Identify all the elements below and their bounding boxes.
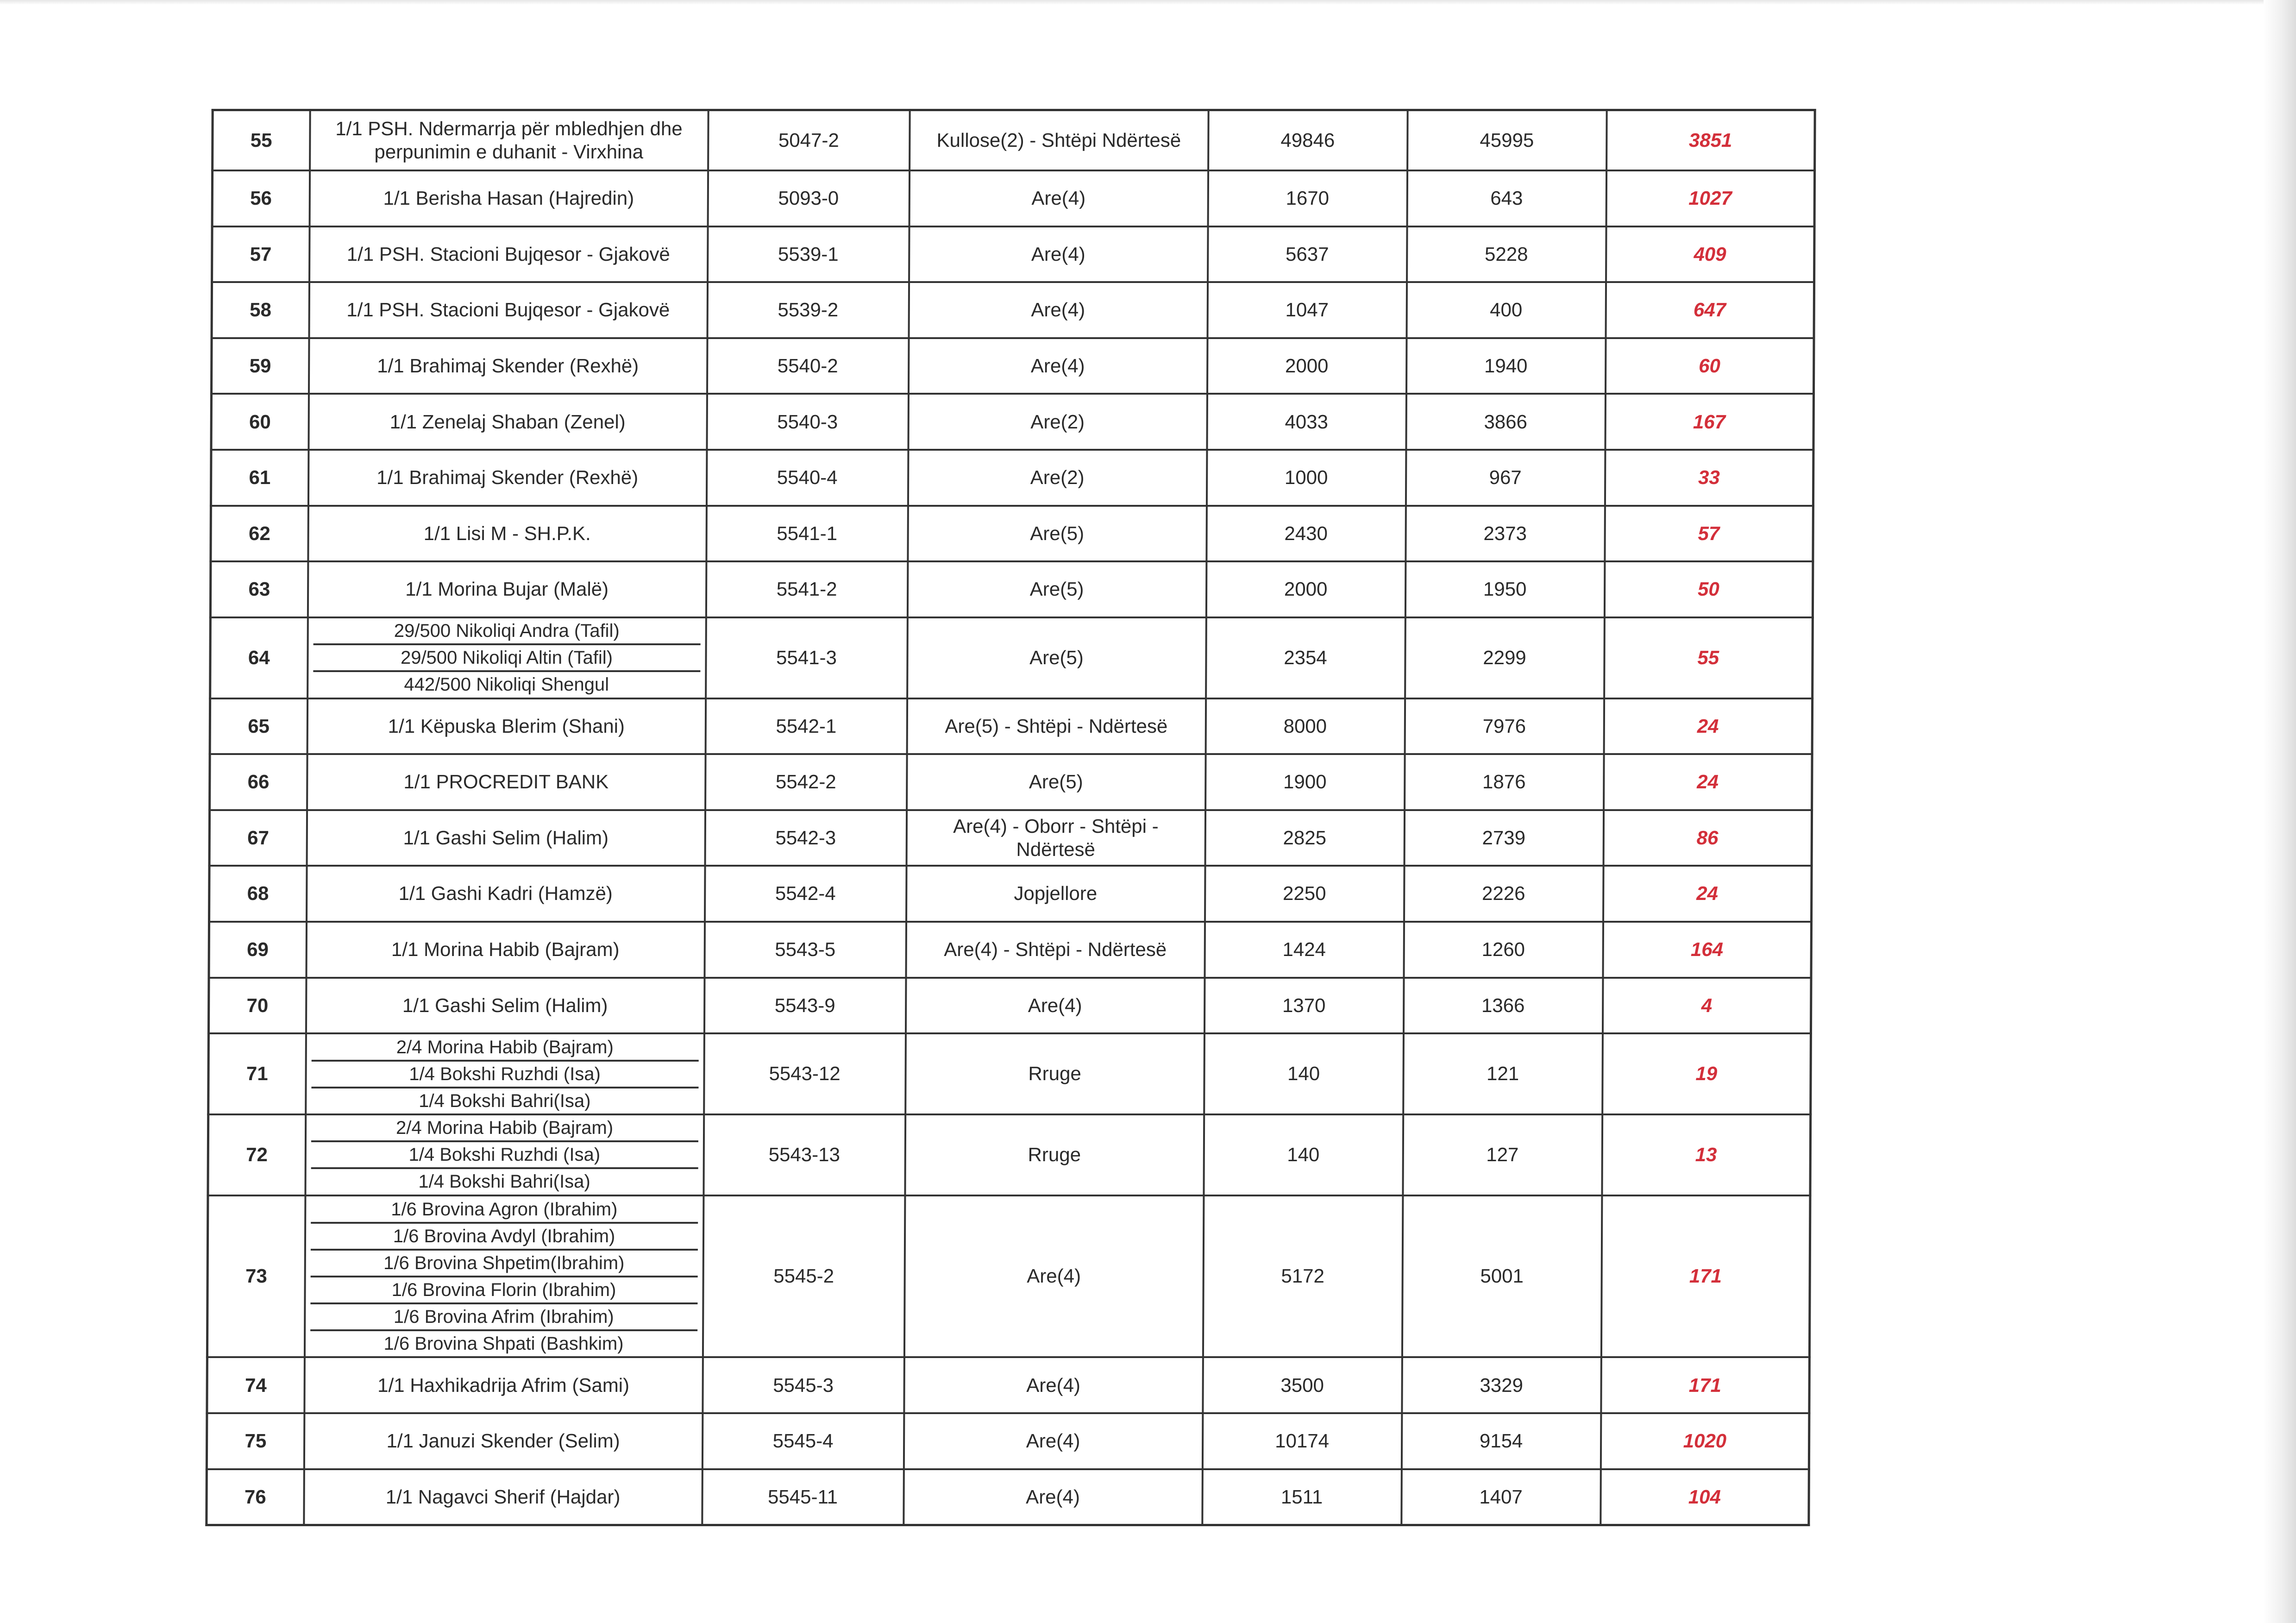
difference-value: 50 xyxy=(1604,561,1813,617)
owner-entry: 1/6 Brovina Florin (Ibrahim) xyxy=(310,1277,697,1304)
area-value-2: 5228 xyxy=(1407,226,1606,283)
difference-value: 33 xyxy=(1605,450,1813,506)
owner-entry: 1/6 Brovina Avdyl (Ibrahim) xyxy=(310,1224,697,1251)
owner-cell: 1/1 Lisi M - SH.P.K. xyxy=(308,506,707,562)
parcel-number: 5541-3 xyxy=(706,617,908,698)
page-edge-shadow xyxy=(2264,0,2296,1623)
parcel-number: 5539-2 xyxy=(707,282,909,338)
area-value: 2250 xyxy=(1205,866,1405,922)
parcel-number: 5093-0 xyxy=(708,170,910,226)
parcel-number: 5543-12 xyxy=(704,1033,906,1114)
table-row xyxy=(212,226,1815,283)
table-row xyxy=(208,978,1811,1034)
difference-value: 1027 xyxy=(1606,170,1815,226)
difference-value: 409 xyxy=(1606,226,1815,283)
table-row xyxy=(210,617,1813,698)
area-value: 1511 xyxy=(1202,1469,1402,1525)
area-value-2: 127 xyxy=(1403,1114,1602,1195)
table-row xyxy=(207,1413,1809,1469)
owner-cell: 1/1 PSH. Stacioni Bujqesor - Gjakovë xyxy=(309,226,708,283)
area-value: 1047 xyxy=(1207,282,1407,338)
area-value: 2430 xyxy=(1206,506,1406,562)
parcel-number: 5542-3 xyxy=(705,810,907,866)
culture-class: Are(4) xyxy=(908,338,1207,394)
parcel-number: 5541-2 xyxy=(706,561,908,617)
difference-value: 647 xyxy=(1606,282,1814,338)
table-row xyxy=(207,1469,1809,1525)
difference-value: 167 xyxy=(1605,394,1814,450)
area-value-2: 2299 xyxy=(1405,617,1605,698)
area-value-2: 1876 xyxy=(1405,754,1604,810)
area-value: 1370 xyxy=(1204,978,1404,1034)
parcel-number: 5540-4 xyxy=(706,450,908,506)
owner-cell: 1/1 PSH. Stacioni Bujqesor - Gjakovë xyxy=(309,282,708,338)
owner-cell: 1/1 Gashi Selim (Halim) xyxy=(306,978,704,1034)
difference-value: 3851 xyxy=(1606,110,1815,171)
parcel-number: 5545-4 xyxy=(702,1413,904,1469)
difference-value: 171 xyxy=(1601,1195,1810,1358)
parcel-number: 5545-3 xyxy=(703,1357,904,1413)
owner-entry: 29/500 Nikoliqi Andra (Tafil) xyxy=(313,618,700,645)
parcel-number: 5047-2 xyxy=(708,110,910,171)
table-row xyxy=(211,394,1814,450)
row-number: 62 xyxy=(211,506,308,562)
owner-cell xyxy=(305,1114,704,1195)
owner-entry: 1/6 Brovina Shpetim(Ibrahim) xyxy=(310,1251,697,1277)
area-value-2: 2226 xyxy=(1404,866,1604,922)
area-value-2: 3329 xyxy=(1402,1357,1601,1413)
owner-cell xyxy=(306,1033,704,1114)
parcel-number: 5542-1 xyxy=(705,698,907,755)
row-number: 67 xyxy=(209,810,307,866)
row-number: 60 xyxy=(211,394,309,450)
difference-value: 164 xyxy=(1603,922,1812,978)
area-value-2: 643 xyxy=(1407,170,1606,226)
area-value-2: 967 xyxy=(1405,450,1605,506)
area-value-2: 45995 xyxy=(1407,110,1607,171)
difference-value: 60 xyxy=(1605,338,1814,394)
area-value-2: 121 xyxy=(1403,1033,1603,1114)
owner-cell: 1/1 PROCREDIT BANK xyxy=(307,754,706,810)
owner-entry: 1/4 Bokshi Ruzhdi (Isa) xyxy=(311,1062,698,1088)
culture-class: Are(4) xyxy=(909,282,1208,338)
culture-class: Are(4) xyxy=(905,978,1204,1034)
owner-cell: 1/1 Nagavci Sherif (Hajdar) xyxy=(304,1469,703,1525)
owner-cell: 1/1 Brahimaj Skender (Rexhë) xyxy=(308,450,707,506)
table-row xyxy=(207,1357,1810,1413)
row-number: 68 xyxy=(209,866,307,922)
parcel-number: 5542-4 xyxy=(705,866,907,922)
owner-cell: 1/1 Këpuska Blerim (Shani) xyxy=(307,698,706,755)
table-row xyxy=(209,810,1812,866)
culture-class: Are(5) - Shtëpi - Ndërtesë xyxy=(907,698,1206,755)
culture-class: Are(4) xyxy=(904,1195,1204,1358)
row-number: 72 xyxy=(208,1114,306,1195)
table-row xyxy=(210,754,1813,810)
area-value-2: 1260 xyxy=(1404,922,1603,978)
row-number: 55 xyxy=(213,110,310,171)
row-number: 63 xyxy=(210,561,308,617)
difference-value: 24 xyxy=(1603,866,1812,922)
row-number: 73 xyxy=(207,1195,305,1358)
difference-value: 19 xyxy=(1602,1033,1811,1114)
parcel-number: 5543-9 xyxy=(704,978,906,1034)
table-row xyxy=(213,110,1815,171)
difference-value: 24 xyxy=(1604,754,1813,810)
table-row xyxy=(211,338,1814,394)
difference-value: 57 xyxy=(1605,506,1813,562)
row-number: 70 xyxy=(208,978,306,1034)
culture-class: Are(2) xyxy=(908,450,1207,506)
table-row xyxy=(208,1114,1811,1195)
owner-entry: 1/4 Bokshi Ruzhdi (Isa) xyxy=(311,1142,698,1169)
row-number: 61 xyxy=(211,450,308,506)
table-row xyxy=(212,170,1815,226)
row-number: 64 xyxy=(210,617,308,698)
owner-cell: 1/1 Haxhikadrija Afrim (Sami) xyxy=(304,1357,703,1413)
owner-cell: 1/1 Morina Habib (Bajram) xyxy=(306,922,705,978)
scan-top-shadow xyxy=(0,0,2296,5)
owner-cell: 1/1 Gashi Selim (Halim) xyxy=(307,810,705,866)
owner-cell: 1/1 Januzi Skender (Selim) xyxy=(304,1413,703,1469)
owner-entry: 1/6 Brovina Shpati (Bashkim) xyxy=(383,1333,624,1354)
area-value: 49846 xyxy=(1208,110,1408,171)
area-value-2: 9154 xyxy=(1401,1413,1601,1469)
culture-class: Are(4) xyxy=(909,226,1208,283)
owner-cell: 1/1 Berisha Hasan (Hajredin) xyxy=(309,170,708,226)
parcel-number: 5545-2 xyxy=(703,1195,905,1358)
difference-value: 1020 xyxy=(1600,1413,1809,1469)
row-number: 71 xyxy=(208,1033,306,1114)
table-row xyxy=(212,282,1814,338)
difference-value: 104 xyxy=(1600,1469,1809,1525)
area-value-2: 1950 xyxy=(1405,561,1605,617)
area-value: 1000 xyxy=(1206,450,1406,506)
difference-value: 171 xyxy=(1601,1357,1810,1413)
table-row xyxy=(209,922,1812,978)
area-value: 1424 xyxy=(1204,922,1404,978)
area-value-2: 1366 xyxy=(1403,978,1603,1034)
table-row xyxy=(210,561,1813,617)
row-number: 69 xyxy=(209,922,307,978)
area-value: 2354 xyxy=(1206,617,1405,698)
owner-entry: 2/4 Morina Habib (Bajram) xyxy=(311,1035,698,1062)
row-number: 74 xyxy=(207,1357,305,1413)
row-number: 57 xyxy=(212,226,310,283)
difference-value: 24 xyxy=(1604,698,1813,755)
culture-class: Are(4) - Shtëpi - Ndërtesë xyxy=(906,922,1205,978)
area-value: 1900 xyxy=(1205,754,1405,810)
parcel-number: 5540-2 xyxy=(707,338,909,394)
culture-class: Are(5) xyxy=(907,754,1206,810)
table-row xyxy=(211,450,1813,506)
difference-value: 55 xyxy=(1604,617,1813,698)
culture-class: Rruge xyxy=(905,1033,1204,1114)
owner-entry: 442/500 Nikoliqi Shengul xyxy=(404,674,609,695)
area-value: 1670 xyxy=(1208,170,1407,226)
row-number: 58 xyxy=(212,282,309,338)
owner-entry: 1/6 Brovina Afrim (Ibrahim) xyxy=(310,1304,697,1331)
row-number: 66 xyxy=(210,754,307,810)
owner-cell xyxy=(304,1195,703,1358)
owner-cell xyxy=(307,617,706,698)
row-number: 75 xyxy=(207,1413,304,1469)
area-value: 140 xyxy=(1204,1114,1403,1195)
area-value-2: 1407 xyxy=(1401,1469,1601,1525)
row-number: 76 xyxy=(207,1469,304,1525)
culture-class: Are(4) xyxy=(909,170,1208,226)
table-row xyxy=(210,698,1813,755)
culture-class: Are(5) xyxy=(908,506,1207,562)
row-number: 56 xyxy=(212,170,310,226)
owner-cell: 1/1 Gashi Kadri (Hamzë) xyxy=(307,866,705,922)
area-value: 2000 xyxy=(1207,338,1406,394)
difference-value: 4 xyxy=(1602,978,1811,1034)
table-body xyxy=(207,110,1815,1525)
parcel-number: 5545-11 xyxy=(702,1469,904,1525)
area-value-2: 2373 xyxy=(1405,506,1605,562)
culture-class: Rruge xyxy=(905,1114,1204,1195)
table-row xyxy=(207,1195,1810,1358)
area-value-2: 5001 xyxy=(1402,1195,1602,1358)
table-row xyxy=(209,866,1812,922)
area-value: 4033 xyxy=(1207,394,1406,450)
row-number: 59 xyxy=(211,338,309,394)
area-value: 5172 xyxy=(1203,1195,1403,1358)
culture-class: Are(2) xyxy=(908,394,1207,450)
table-row xyxy=(208,1033,1811,1114)
area-value-2: 2739 xyxy=(1404,810,1604,866)
owner-entry: 29/500 Nikoliqi Altin (Tafil) xyxy=(313,645,700,672)
owner-entry: 1/4 Bokshi Bahri(Isa) xyxy=(419,1090,591,1111)
area-value-2: 1940 xyxy=(1406,338,1606,394)
area-value: 2000 xyxy=(1206,561,1405,617)
owner-entry: 1/6 Brovina Agron (Ibrahim) xyxy=(311,1197,698,1224)
culture-class: Are(5) xyxy=(907,617,1206,698)
culture-class: Jopjellore xyxy=(906,866,1205,922)
difference-value: 13 xyxy=(1602,1114,1811,1195)
culture-class: Are(4) xyxy=(903,1413,1203,1469)
row-number: 65 xyxy=(210,698,307,755)
area-value-2: 400 xyxy=(1406,282,1606,338)
parcel-table xyxy=(205,109,1816,1526)
owner-cell: 1/1 Zenelaj Shaban (Zenel) xyxy=(308,394,707,450)
culture-class: Kullose(2) - Shtëpi Ndërtesë xyxy=(910,110,1209,171)
culture-class: Are(5) xyxy=(907,561,1206,617)
owner-cell: 1/1 Morina Bujar (Malë) xyxy=(307,561,706,617)
parcel-number: 5542-2 xyxy=(705,754,907,810)
area-value: 140 xyxy=(1204,1033,1404,1114)
area-value: 2825 xyxy=(1205,810,1405,866)
owner-entry: 1/4 Bokshi Bahri(Isa) xyxy=(418,1171,590,1192)
parcel-number: 5541-1 xyxy=(706,506,908,562)
table-row xyxy=(211,506,1813,562)
parcel-number: 5540-3 xyxy=(707,394,909,450)
culture-class: Are(4) - Oborr - Shtëpi - Ndërtesë xyxy=(906,810,1205,866)
parcel-number: 5539-1 xyxy=(708,226,910,283)
area-value-2: 3866 xyxy=(1406,394,1606,450)
area-value: 3500 xyxy=(1203,1357,1402,1413)
area-value: 8000 xyxy=(1205,698,1405,755)
parcel-number: 5543-5 xyxy=(704,922,906,978)
culture-class: Are(4) xyxy=(904,1357,1203,1413)
parcel-number: 5543-13 xyxy=(703,1114,905,1195)
area-value: 10174 xyxy=(1202,1413,1402,1469)
owner-cell: 1/1 Brahimaj Skender (Rexhë) xyxy=(308,338,707,394)
owner-entry: 2/4 Morina Habib (Bajram) xyxy=(311,1115,698,1142)
difference-value: 86 xyxy=(1603,810,1812,866)
culture-class: Are(4) xyxy=(903,1469,1203,1525)
area-value: 5637 xyxy=(1208,226,1407,283)
area-value-2: 7976 xyxy=(1405,698,1604,755)
owner-cell: 1/1 PSH. Ndermarrja për mbledhjen dhe perpunimin e duhanit - Virxhina xyxy=(310,110,709,171)
